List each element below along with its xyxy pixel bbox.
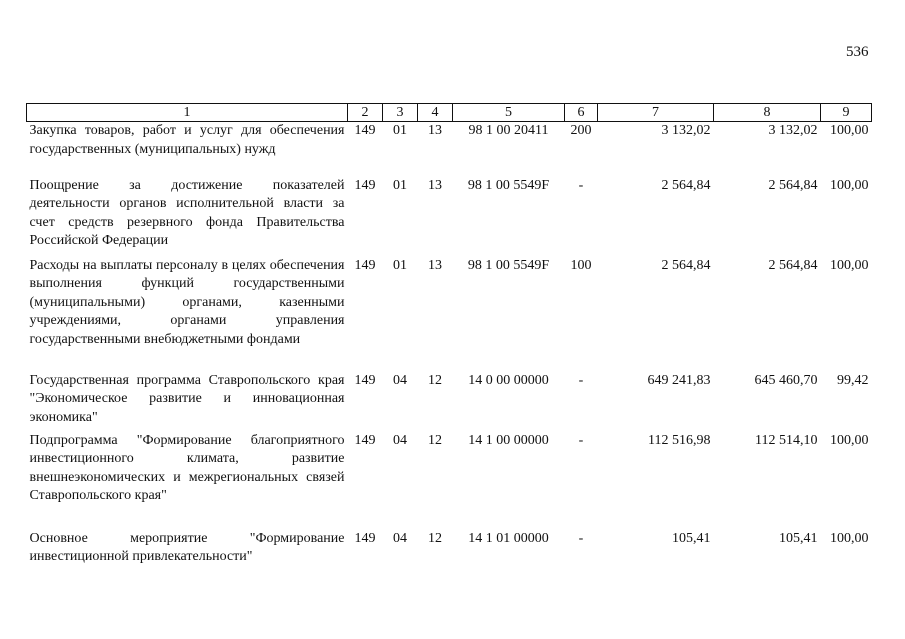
- cell-planned-amount: 2 564,84: [661, 177, 711, 193]
- cell-planned-amount: 112 516,98: [648, 432, 711, 448]
- column-header: 3: [383, 104, 418, 122]
- cell-percent: 100,00: [830, 257, 869, 273]
- row-description: Подпрограмма "Формирование благоприятного инвестиционного климата, развитие внешнеэкономических и межрегиональных связей Ставропольского края": [29, 432, 345, 503]
- row-description: Государственная программа Ставропольского края "Экономическое развитие и инновационная экономика": [29, 372, 345, 425]
- cell-target-article: 14 0 00 00000: [468, 372, 549, 388]
- table-row: [27, 122, 872, 177]
- budget-table: [26, 103, 872, 572]
- cell-executed-amount: 645 460,70: [754, 372, 818, 388]
- cell-planned-amount: 105,41: [672, 530, 711, 546]
- table-row: [27, 530, 872, 572]
- cell-planned-amount: 2 564,84: [661, 257, 711, 273]
- column-header: 7: [598, 104, 714, 122]
- page-number: 536: [846, 44, 869, 60]
- column-header: 2: [348, 104, 383, 122]
- cell-subsection-code: 12: [428, 372, 442, 388]
- cell-expense-type: -: [578, 432, 584, 448]
- cell-section-code: 01: [393, 177, 407, 193]
- cell-subsection-code: 13: [428, 123, 442, 138]
- cell-subsection-code: 13: [428, 177, 442, 193]
- cell-section-code: 04: [393, 432, 407, 448]
- cell-target-article: 98 1 00 20411: [468, 123, 549, 138]
- cell-section-code: 01: [393, 257, 407, 273]
- row-description: Основное мероприятие "Формирование инвестиционной привлекательности": [29, 530, 345, 564]
- table-row: [27, 372, 872, 432]
- table-row: [27, 177, 872, 257]
- cell-expense-type: -: [578, 372, 584, 388]
- cell-section-code: 04: [393, 372, 407, 388]
- cell-percent: 100,00: [830, 432, 869, 448]
- cell-subsection-code: 12: [428, 432, 442, 448]
- cell-executed-amount: 2 564,84: [768, 177, 818, 193]
- column-header: 9: [821, 104, 872, 122]
- cell-department-code: 149: [354, 372, 376, 388]
- column-header: 1: [27, 104, 348, 122]
- cell-executed-amount: 2 564,84: [768, 257, 818, 273]
- table-header-row: [27, 104, 872, 122]
- cell-percent: 100,00: [830, 530, 869, 546]
- row-description: Закупка товаров, работ и услуг для обеспечения государственных (муниципальных) нужд: [29, 123, 345, 157]
- cell-department-code: 149: [354, 432, 376, 448]
- column-header: 5: [453, 104, 565, 122]
- cell-section-code: 04: [393, 530, 407, 546]
- cell-planned-amount: 649 241,83: [647, 372, 711, 388]
- cell-expense-type: 200: [570, 123, 592, 138]
- row-description: Расходы на выплаты персоналу в целях обеспечения выполнения функций государственными (муниципальными) органами, казенными учреждениями, органами управления государственными внебюджетными фондами: [29, 257, 345, 347]
- cell-percent: 99,42: [837, 372, 869, 388]
- cell-department-code: 149: [354, 257, 376, 273]
- table-row: [27, 432, 872, 530]
- cell-target-article: 98 1 00 5549F: [467, 177, 550, 193]
- cell-expense-type: 100: [570, 257, 592, 273]
- cell-section-code: 01: [393, 123, 407, 138]
- cell-department-code: 149: [354, 123, 376, 138]
- cell-executed-amount: 112 514,10: [755, 432, 818, 448]
- cell-subsection-code: 13: [428, 257, 442, 273]
- cell-department-code: 149: [354, 530, 376, 546]
- cell-department-code: 149: [354, 177, 376, 193]
- column-header: 8: [714, 104, 821, 122]
- column-header: 4: [418, 104, 453, 122]
- cell-target-article: 14 1 01 00000: [468, 530, 549, 546]
- cell-percent: 100,00: [830, 177, 869, 193]
- cell-expense-type: -: [578, 177, 584, 193]
- cell-target-article: 98 1 00 5549F: [467, 257, 550, 273]
- row-description: Поощрение за достижение показателей деятельности органов исполнительной власти за счет средств резервного фонда Правительства Российской Федерации: [29, 177, 345, 248]
- cell-expense-type: -: [578, 530, 584, 546]
- column-header: 6: [565, 104, 598, 122]
- cell-target-article: 14 1 00 00000: [468, 432, 549, 448]
- table-row: [27, 257, 872, 372]
- cell-planned-amount: 3 132,02: [661, 123, 711, 138]
- cell-percent: 100,00: [830, 123, 869, 138]
- cell-executed-amount: 105,41: [779, 530, 818, 546]
- cell-executed-amount: 3 132,02: [768, 123, 818, 138]
- cell-subsection-code: 12: [428, 530, 442, 546]
